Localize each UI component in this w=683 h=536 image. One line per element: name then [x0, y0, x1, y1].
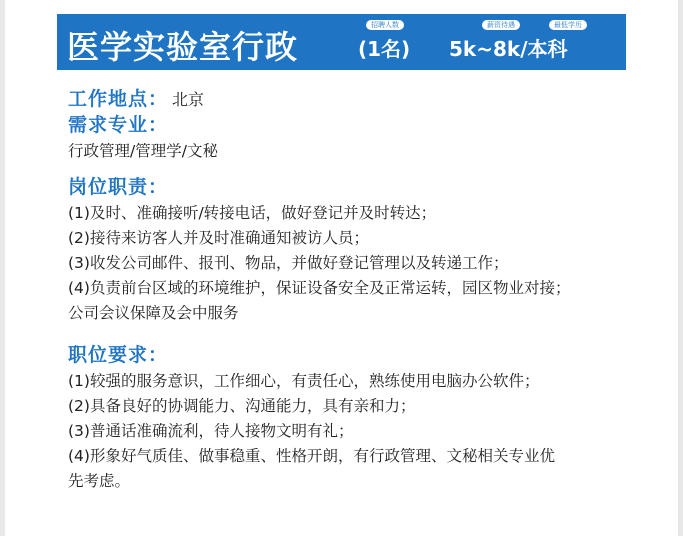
duty-line: (3)收发公司邮件、报刊、物品，并做好登记管理以及转递工作；: [68, 254, 509, 272]
requirements-heading: 职位要求：: [68, 344, 169, 366]
requirement-line: (4)形象好气质佳、做事稳重、性格开朗，有行政管理、文秘相关专业优: [68, 447, 555, 465]
duties-list: [68, 201, 668, 326]
location-label: 工作地点：: [68, 88, 169, 110]
job-title: 医学实验室行政: [67, 28, 299, 66]
duty-line: (4)负责前台区域的环境维护，保证设备安全及正常运转，园区物业对接；: [68, 279, 571, 297]
requirement-line: 先考虑。: [68, 472, 131, 490]
major-value: 行政管理/管理学/文秘: [68, 142, 218, 160]
headcount-value: (1名): [358, 37, 411, 61]
education-caption: 最低学历: [549, 20, 587, 30]
salary-caption: 薪资待遇: [482, 20, 520, 30]
location-value: 北京: [172, 90, 205, 109]
headcount-caption: 招聘人数: [366, 20, 404, 30]
duty-line: (1)及时、准确接听/转接电话，做好登记并及时转达；: [68, 204, 437, 222]
requirement-line: (1)较强的服务意识，工作细心，有责任心，熟练使用电脑办公软件；: [68, 372, 540, 390]
salary-education-value: 5k~8k/本科: [449, 37, 568, 61]
requirement-line: (3)普通话准确流利，待人接物文明有礼；: [68, 422, 354, 440]
duties-heading: 岗位职责：: [68, 176, 169, 198]
duty-line: 公司会议保障及会中服务: [68, 304, 239, 322]
requirement-line: (2)具备良好的协调能力、沟通能力，具有亲和力；: [68, 397, 416, 415]
duty-line: (2)接待来访客人并及时准确通知被访人员；: [68, 229, 369, 247]
requirements-list: [68, 369, 668, 494]
left-border: [0, 0, 5, 536]
right-border: [678, 0, 683, 536]
job-details: [68, 84, 668, 494]
major-heading: 需求专业：: [68, 114, 169, 136]
title-banner: [57, 14, 626, 70]
location-row: [68, 84, 668, 112]
